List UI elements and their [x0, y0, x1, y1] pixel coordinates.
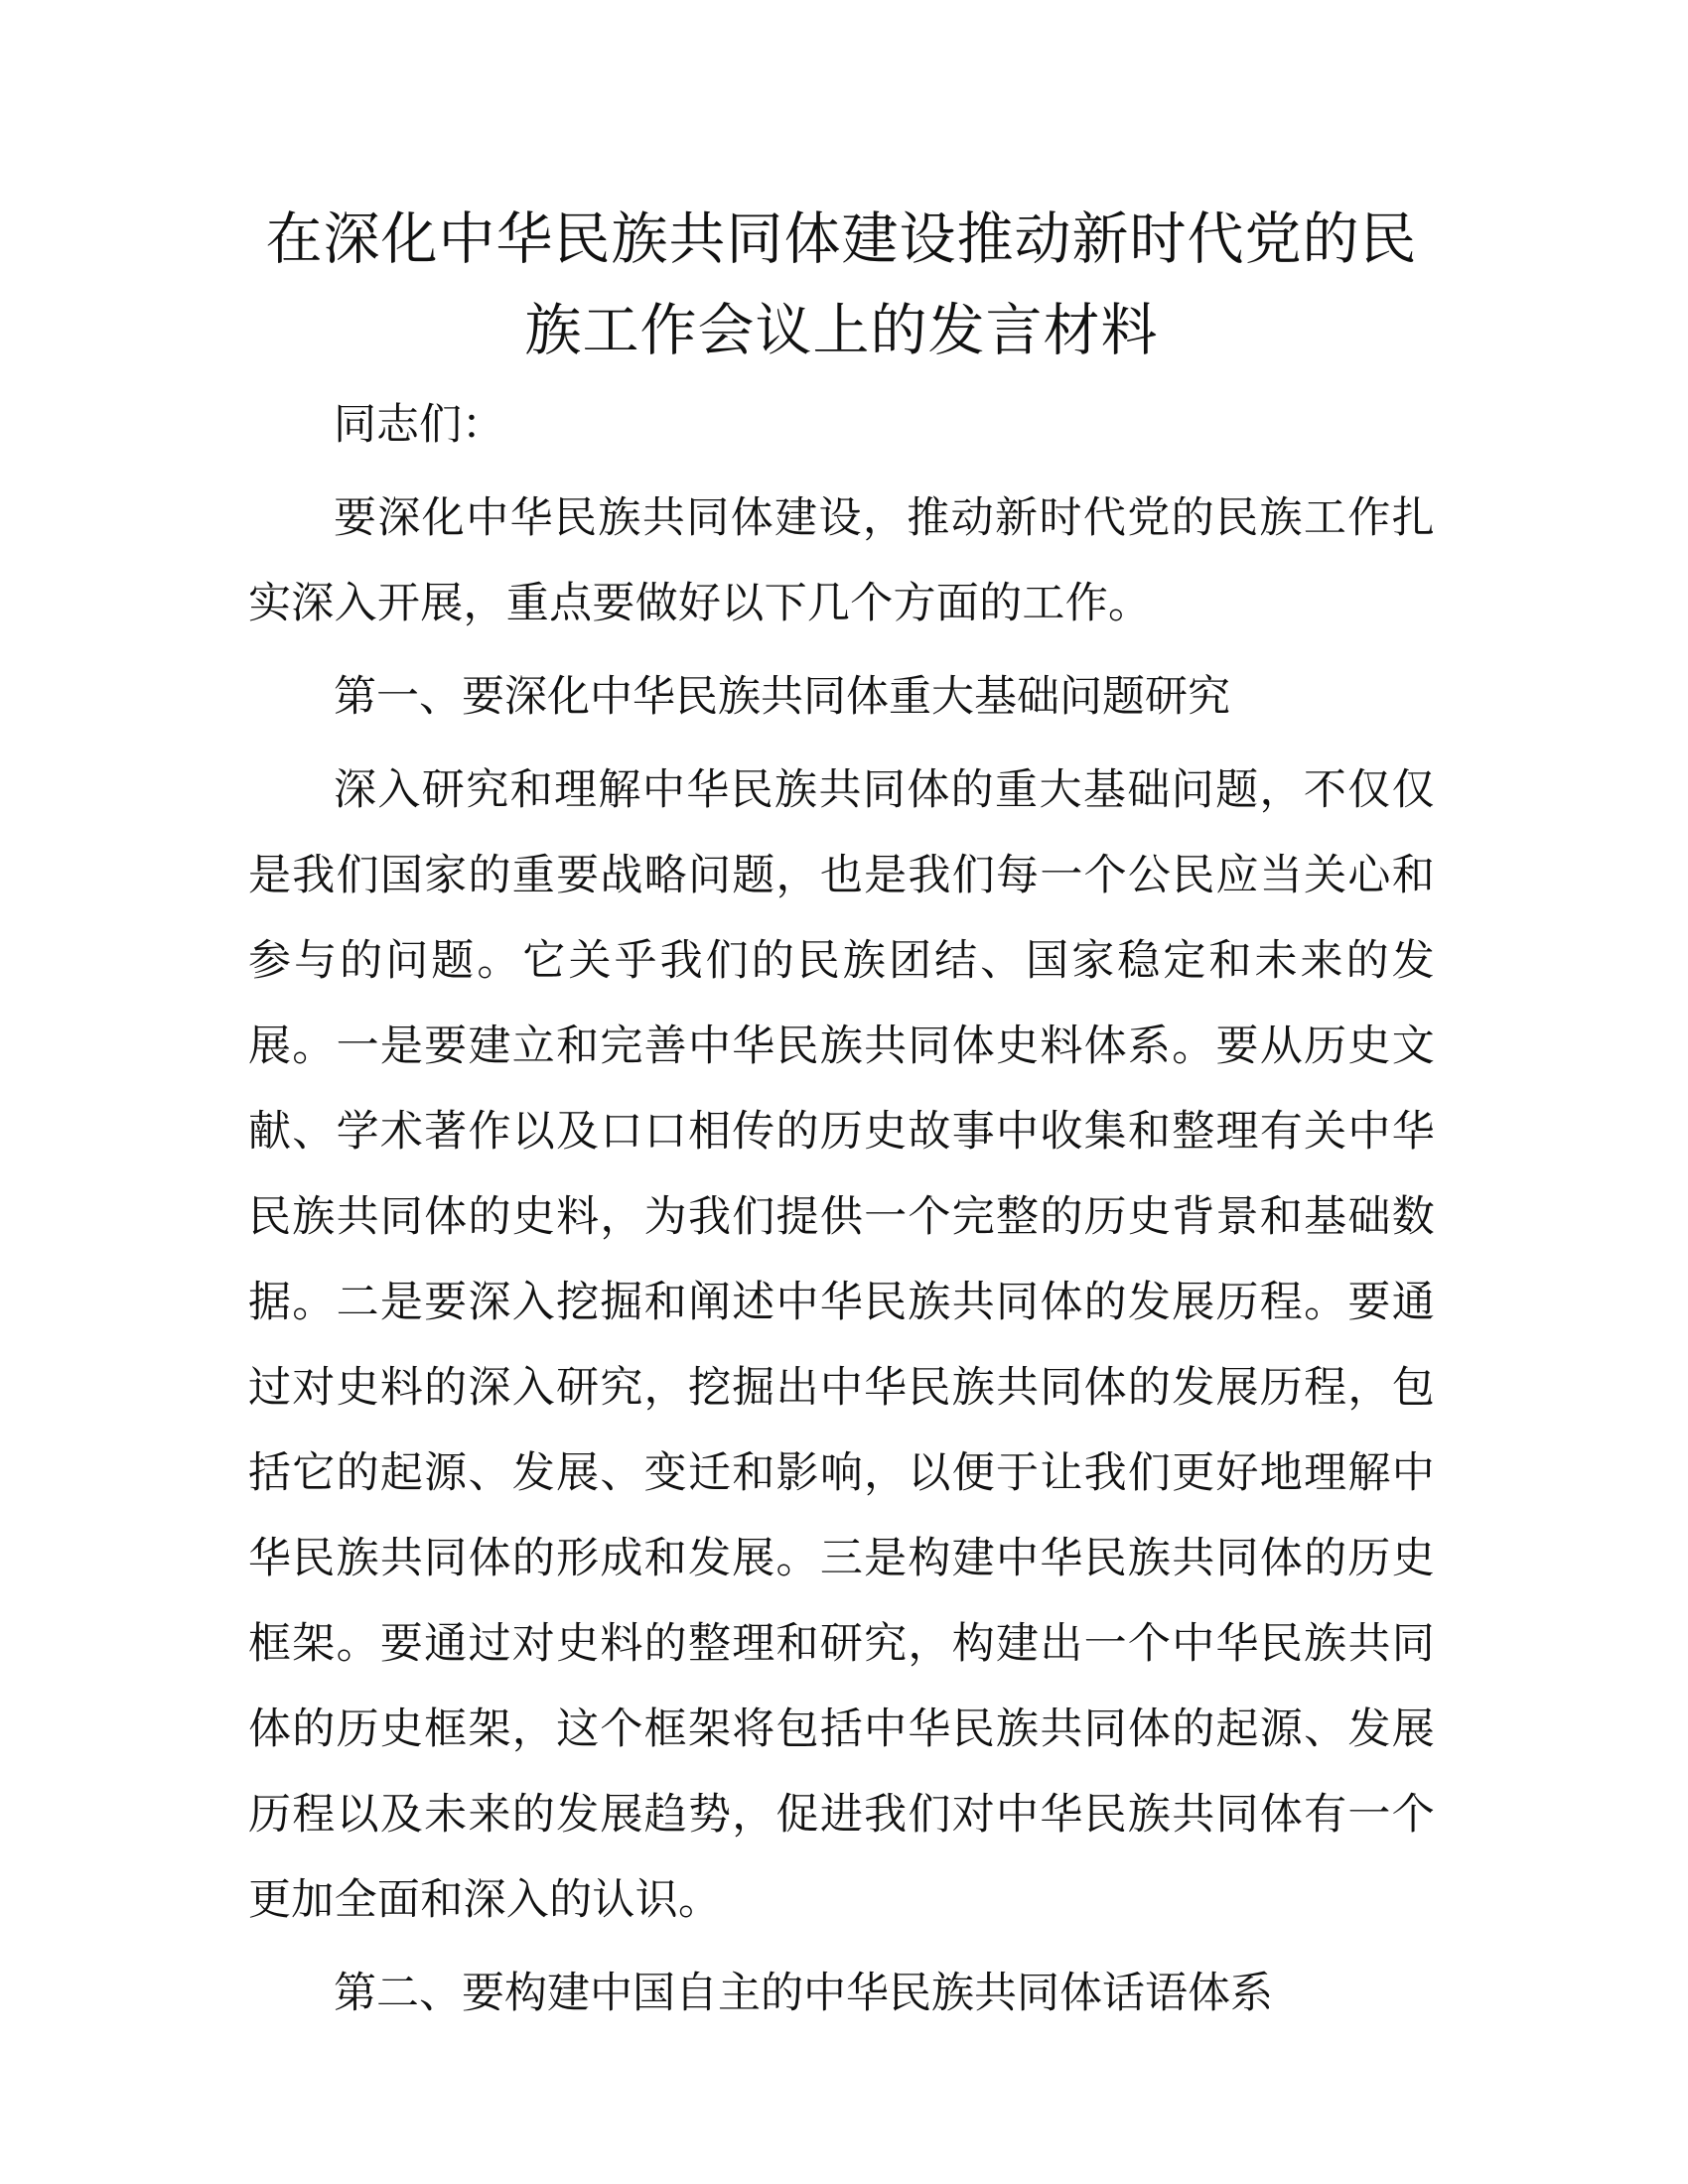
- section-1-body: 深入研究和理解中华民族共同体的重大基础问题，不仅仅是我们国家的重要战略问题，也是我们每一个公民应当关心和参与的问题。它关乎我们的民族团结、国家稳定和未来的发展。一是要建立和完善中华民族共同体史料体系。要从历史文献、学术著作以及口口相传的历史故事中收集和整理有关中华民族共同体的史料，为我们提供一个完整的历史背景和基础数据。二是要深入挖掘和阐述中华民族共同体的发展历程。要通过对史料的深入研究，挖掘出中华民族共同体的发展历程，包括它的起源、发展、变迁和影响，以便于让我们更好地理解中华民族共同体的形成和发展。三是构建中华民族共同体的历史框架。要通过对史料的整理和研究，构建出一个中华民族共同体的历史框架，这个框架将包括中华民族共同体的起源、发展历程以及未来的发展趋势，促进我们对中华民族共同体有一个更加全面和深入的认识。: [248, 765, 1435, 1925]
- intro-paragraph: 要深化中华民族共同体建设，推动新时代党的民族工作扎实深入开展，重点要做好以下几个方面的工作。: [248, 493, 1435, 628]
- document-page: [248, 194, 1435, 2036]
- section-2-heading: 第二、要构建中国自主的中华民族共同体话语体系: [334, 1969, 1273, 2018]
- section-1-heading: 第一、要深化中华民族共同体重大基础问题研究: [334, 672, 1230, 722]
- title-line-1: 在深化中华民族共同体建设推动新时代党的民: [265, 206, 1418, 272]
- greeting: 同志们：: [334, 400, 504, 450]
- title-line-2: 族工作会议上的发言材料: [524, 298, 1159, 363]
- document-title: [248, 194, 1435, 376]
